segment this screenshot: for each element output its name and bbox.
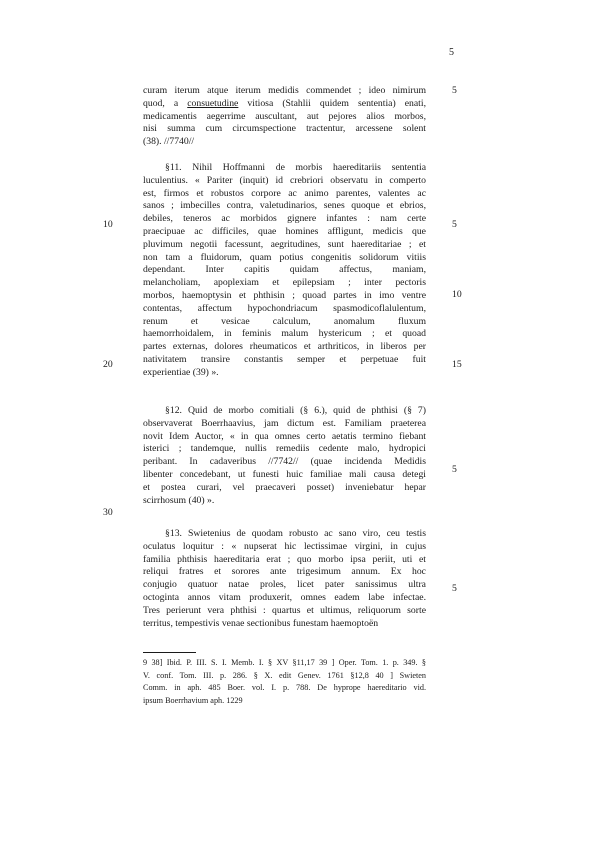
margin-line-number-right: 5 [452, 219, 457, 230]
margin-line-number-right: 5 [452, 583, 457, 594]
footnotes [143, 657, 426, 707]
text-line: nisi summa cum circumspectione tractentur, arcessene solent [143, 123, 426, 135]
text-line: morbos, haemoptysin et phthisin ; quoad partes in imo ventre [143, 289, 426, 301]
text-line: dependant. Inter capitis quidam affectus, maniam, [143, 264, 426, 276]
paragraph-13 [143, 528, 426, 630]
text-line: novit Idem Auctor, « in qua omnes certo aetatis termino fiebant [143, 430, 426, 442]
margin-line-number-left: 30 [103, 507, 113, 518]
footnote-line: V. conf. Tom. III. p. 286. § X. edit Genev. 1761 §12,8 40 ] Swieten [143, 670, 426, 680]
text-line: libenter concedebant, ut funesti huic familiae mali causa detegi [143, 468, 426, 480]
margin-line-number-right: 5 [452, 464, 457, 475]
underlined-word: consuetudine [187, 97, 239, 109]
text-line: debiles, teneros ac morbidos gignere infantes : nam certe [143, 213, 426, 225]
text-line: luculentius. « Pariter (inquit) id crebriori observatu in comperto [143, 174, 426, 186]
text-line: oculatus loquitur : « nupserat hic lectissimae virgini, in cujus [143, 540, 426, 552]
text-line: et postea curari, vel praecaveri posset) inveniebatur hepar [143, 481, 426, 493]
text-line: contentas, affectum hypochondriacum spasmodicoflalulentum, [143, 302, 426, 314]
margin-line-number-left: 10 [103, 219, 113, 230]
text-line: territus, tempestivis venae sectionibus funestam haemoptoën [143, 617, 379, 629]
text-line: peribant. In cadaveribus //7742// (quae incidenda Medidis [143, 456, 426, 468]
text-line: pluvimum negotii facessunt, aegritudines, sunt haereditariae ; et [143, 238, 426, 250]
text-line: isterici ; tandemque, nullis remediis cedente malo, hydropici [143, 443, 426, 455]
text-line: Tres perierunt vera phthisi : quartus et ultimus, reliquorum sorte [143, 604, 426, 616]
footnote-separator [143, 652, 196, 653]
text-line: renum et vesicae calculum, anomalum fluxum [143, 315, 426, 327]
text-line: non tam a fluidorum, quam potius congenitis solidorum vitiis [143, 251, 426, 263]
margin-line-number-right: 5 [452, 85, 457, 96]
margin-line-number-left: 20 [103, 359, 113, 370]
text-line: §11. Nihil Hoffmanni de morbis haereditariis sententia [165, 162, 426, 173]
text-line: octoginta annos vitam produxerit, omnes eadem labe infectae. [143, 591, 426, 603]
text-line: medicamentis aegerrime auscultant, aut pejores alios morbos, [143, 110, 426, 122]
text-line: est, firmos et robustos corpore ac animo parentes, valentes ac [143, 187, 426, 199]
text-line: sanos ; imbecilles contra, valetudinarios, senes quoque et ebrios, [143, 200, 426, 212]
footnote-line: 9 38] Ibid. P. III. S. I. Memb. I. § XV §11,17 39 ] Oper. Tom. 1. p. 349. § [143, 658, 426, 667]
margin-line-number-right: 10 [452, 289, 462, 300]
text-line: conjugio quatuor natae proles, licet pater sanissimus ultra [143, 579, 426, 591]
text-line: §12. Quid de morbo comitiali (§ 6.), quid de phthisi (§ 7) [165, 405, 426, 416]
footnote-line: ipsum Boerrhavium aph. 1229 [143, 695, 243, 705]
text-line: §13. Swietenius de quodam robusto ac sano viro, ceu testis [165, 528, 426, 539]
text-line: curam iterum atque iterum medidis commendet ; ideo nimirum [143, 85, 426, 96]
footnote-line: Comm. in aph. 485 Boer. vol. I. p. 788. De hyprope haereditario vid. [143, 683, 426, 692]
text-line-with-underline: quod, a consuetudine vitiosa (Stahlii quidem sententia) enati, [143, 97, 426, 109]
paragraph-intro [143, 85, 426, 149]
page-number: 5 [449, 47, 454, 58]
text-line: partes externas, dolores rheumaticos et arthriticos, in liberos per [143, 341, 426, 353]
margin-line-number-right: 15 [452, 359, 462, 370]
paragraph-12 [143, 405, 426, 507]
paragraph-11 [143, 162, 426, 380]
text-line: (38). //7740// [143, 136, 195, 148]
text-line: familia phthisis haereditaria erat ; quo morbo ipsa periit, uti et [143, 553, 426, 565]
text-line: scirrhosum (40) ». [143, 494, 215, 506]
text-line: melancholiam, apoplexiam et epilepsiam ; inter pectoris [143, 277, 426, 289]
text-line: haemorrhoidalem, in feminis malum hystericum ; et quoad [143, 328, 426, 340]
text-line: observaverat Boerrhaavius, jam dictum est. Familiam praeterea [143, 417, 426, 429]
text-line: reliqui fratres et sorores ante trigesimum annum. Ex hoc [143, 566, 426, 578]
text-line: nativitatem transire constantis semper et perpetuae fuit [143, 353, 426, 365]
text-line: experientiae (39) ». [143, 366, 219, 378]
text-line: praecipuae ac difficiles, quae homines affligunt, medicis que [143, 225, 426, 237]
